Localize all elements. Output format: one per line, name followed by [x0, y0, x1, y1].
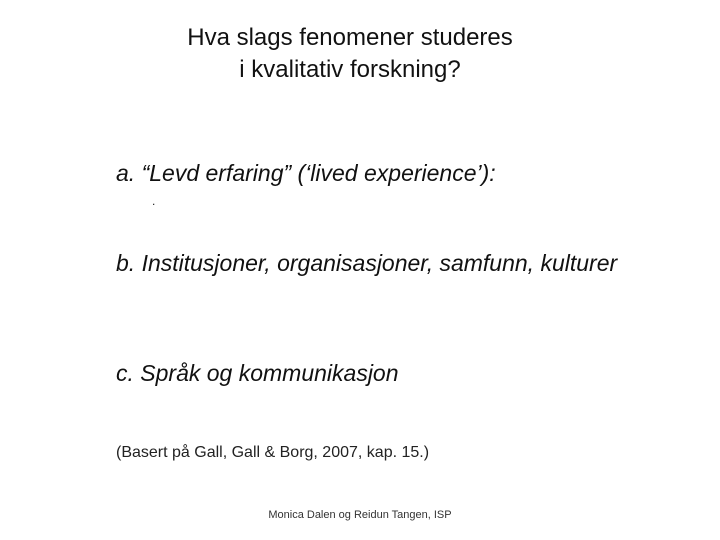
bullet-dot: .	[152, 194, 156, 208]
slide-title	[160, 22, 540, 86]
list-item-a: a. “Levd erfaring” (‘lived experience’):	[116, 160, 496, 186]
footer-authors: Monica Dalen og Reidun Tangen, ISP	[268, 509, 452, 521]
slide-title-line-2: i kvalitativ forskning?	[239, 56, 461, 83]
reference-note: (Basert på Gall, Gall & Borg, 2007, kap. 15.)	[116, 444, 430, 461]
slide-title-line-1: Hva slags fenomener studeres	[187, 24, 513, 51]
list-item-c: c. Språk og kommunikasjon	[116, 360, 399, 386]
list-item-b: b. Institusjoner, organisasjoner, samfunn, kulturer	[116, 250, 618, 276]
